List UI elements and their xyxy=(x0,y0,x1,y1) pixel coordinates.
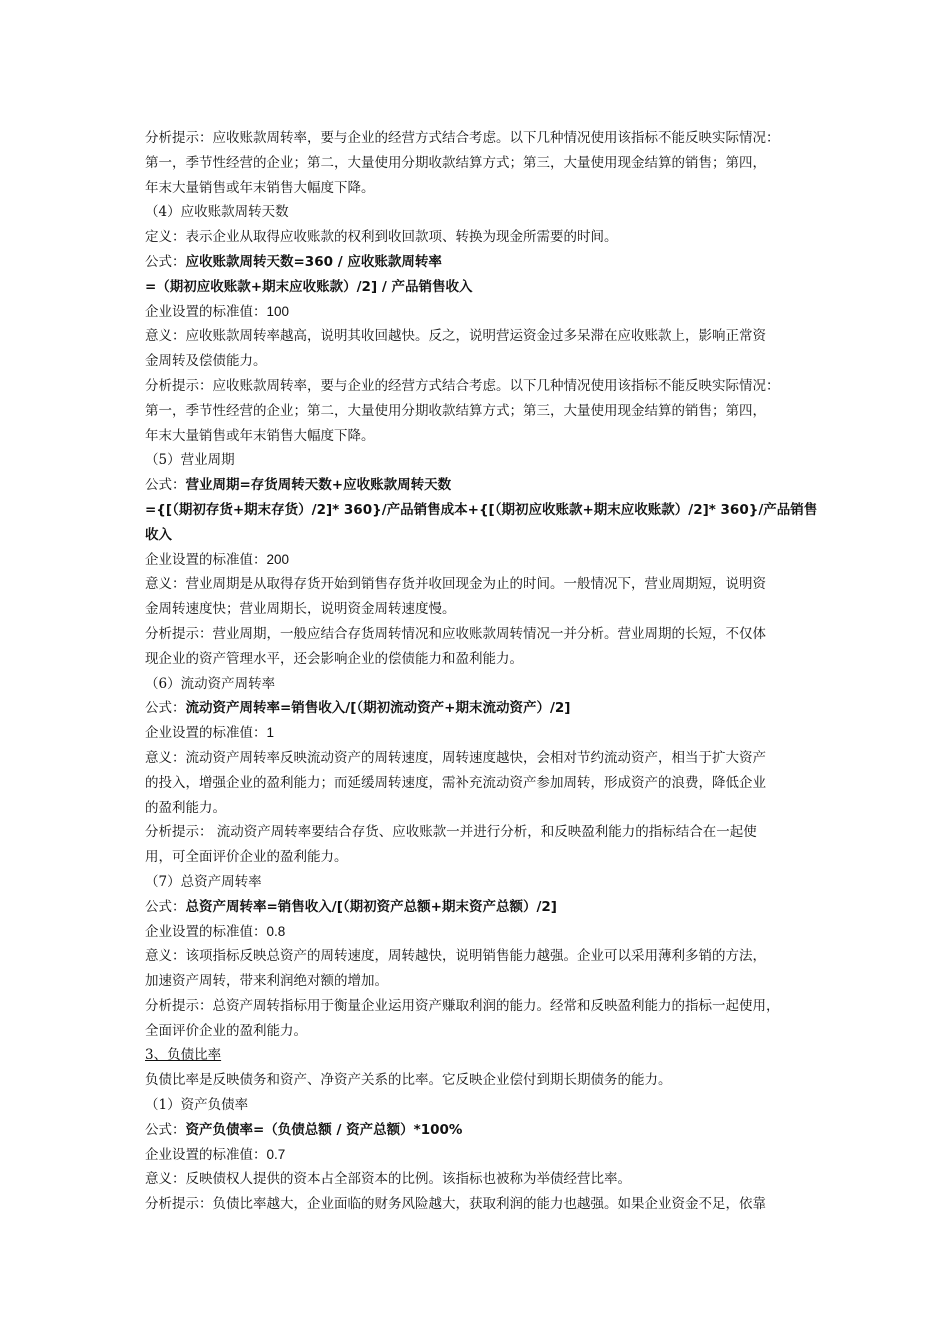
paragraph-line: 金周转速度快；营业周期长，说明资金周转速度慢。 xyxy=(145,601,456,618)
section-heading: 3、负债比率 xyxy=(145,1047,222,1064)
paragraph-line: 第一，季节性经营的企业；第二，大量使用分期收款结算方式；第三，大量使用现金结算的销售；第四， xyxy=(145,154,766,171)
standard-value-line xyxy=(145,300,828,325)
paragraph-line: 用，可全面评价企业的盈利能力。 xyxy=(145,849,348,866)
standard-value: 200 xyxy=(266,551,290,567)
standard-value: 0.8 xyxy=(266,923,286,939)
formula-label: 公式： xyxy=(145,700,186,717)
paragraph-line: 分析提示：负债比率越大，企业面临的财务风险越大，获取利润的能力也越强。如果企业资金不足，依靠 xyxy=(145,1196,766,1213)
formula-text: 流动资产周转率=销售收入/[（期初流动资产+期末流动资产）/2] xyxy=(185,700,571,717)
paragraph-line: 现企业的资产管理水平，还会影响企业的偿债能力和盈利能力。 xyxy=(145,650,523,667)
formula-text: 营业周期=存货周转天数+应收账款周转天数 xyxy=(185,477,452,494)
paragraph-line: 分析提示：总资产周转指标用于衡量企业运用资产赚取利润的能力。经常和反映盈利能力的指标一起使用， xyxy=(145,997,780,1014)
standard-value: 100 xyxy=(266,303,290,319)
formula-text: 应收账款周转天数=360 / 应收账款周转率 xyxy=(185,253,442,270)
formula-line xyxy=(145,1118,828,1143)
paragraph-line: 分析提示：应收账款周转率，要与企业的经营方式结合考虑。以下几种情况使用该指标不能反映实际情况： xyxy=(145,377,780,394)
paragraph-line: 分析提示： 流动资产周转率要结合存货、应收账款一并进行分析，和反映盈利能力的指标结合在一起使 xyxy=(145,824,757,841)
paragraph-line: 的投入，增强企业的盈利能力；而延缓周转速度，需补充流动资产参加周转，形成资产的浪费，降低企业 xyxy=(145,774,766,791)
paragraph-line: 分析提示：营业周期，一般应结合存货周转情况和应收账款周转情况一并分析。营业周期的长短，不仅体 xyxy=(145,625,766,642)
standard-value-label: 企业设置的标准值： xyxy=(145,725,267,742)
formula-text: 资产负债率=（负债总额 / 资产总额）*100% xyxy=(185,1121,463,1138)
formula-line xyxy=(145,696,828,721)
standard-value: 1 xyxy=(266,725,275,741)
formula-line xyxy=(145,523,828,548)
formula-line xyxy=(145,473,828,498)
standard-value: 0.7 xyxy=(266,1146,286,1162)
paragraph-line: （6）流动资产周转率 xyxy=(145,675,276,692)
formula-text: ={[（期初存货+期末存货）/2]* 360}/产品销售成本+{[（期初应收账款+期末应收账款）/2]* 360}/产品销售 xyxy=(145,501,818,518)
formula-text: 收入 xyxy=(145,526,172,543)
paragraph-line: 意义：该项指标反映总资产的周转速度，周转越快，说明销售能力越强。企业可以采用薄利多销的方法， xyxy=(145,948,766,965)
formula-line xyxy=(145,250,828,275)
formula-label: 公式： xyxy=(145,898,186,915)
paragraph-line: 定义：表示企业从取得应收账款的权利到收回款项、转换为现金所需要的时间。 xyxy=(145,229,618,246)
formula-line xyxy=(145,895,828,920)
standard-value-line xyxy=(145,548,828,573)
paragraph-line: 年末大量销售或年末销售大幅度下降。 xyxy=(145,427,375,444)
standard-value-label: 企业设置的标准值： xyxy=(145,923,267,940)
paragraph-line: 意义：营业周期是从取得存货开始到销售存货并收回现金为止的时间。一般情况下，营业周期短，说明资 xyxy=(145,576,766,593)
formula-line xyxy=(145,275,828,300)
paragraph-line: 第一，季节性经营的企业；第二，大量使用分期收款结算方式；第三，大量使用现金结算的销售；第四， xyxy=(145,402,766,419)
formula-label: 公式： xyxy=(145,1121,186,1138)
paragraph-line: 分析提示：应收账款周转率，要与企业的经营方式结合考虑。以下几种情况使用该指标不能反映实际情况： xyxy=(145,130,780,146)
paragraph-line: 意义：反映债权人提供的资本占全部资本的比例。该指标也被称为举债经营比率。 xyxy=(145,1171,631,1188)
paragraph-line: 金周转及偿债能力。 xyxy=(145,353,267,370)
paragraph-line: 的盈利能力。 xyxy=(145,799,226,816)
formula-label: 公式： xyxy=(145,477,186,494)
paragraph-line: （1）资产负债率 xyxy=(145,1097,249,1114)
paragraph-line: 全面评价企业的盈利能力。 xyxy=(145,1022,307,1039)
paragraph-line: 年末大量销售或年末销售大幅度下降。 xyxy=(145,179,375,196)
standard-value-label: 企业设置的标准值： xyxy=(145,1146,267,1163)
formula-text: =（期初应收账款+期末应收账款）/2] / 产品销售收入 xyxy=(145,278,473,295)
paragraph-line: 意义：应收账款周转率越高，说明其收回越快。反之，说明营运资金过多呆滞在应收账款上，影响正常资 xyxy=(145,328,766,345)
paragraph-line: 意义：流动资产周转率反映流动资产的周转速度，周转速度越快，会相对节约流动资产，相当于扩大资产 xyxy=(145,749,766,766)
paragraph-line: 负债比率是反映债务和资产、净资产关系的比率。它反映企业偿付到期长期债务的能力。 xyxy=(145,1072,672,1089)
formula-label: 公式： xyxy=(145,253,186,270)
paragraph-line: 加速资产周转，带来利润绝对额的增加。 xyxy=(145,973,388,990)
formula-line xyxy=(145,498,828,523)
paragraph-line: （7）总资产周转率 xyxy=(145,873,262,890)
paragraph-line: （4）应收账款周转天数 xyxy=(145,204,289,221)
standard-value-label: 企业设置的标准值： xyxy=(145,551,267,568)
document-body xyxy=(145,126,828,1217)
standard-value-line xyxy=(145,1143,828,1168)
standard-value-label: 企业设置的标准值： xyxy=(145,303,267,320)
paragraph-line: （5）营业周期 xyxy=(145,452,235,469)
formula-text: 总资产周转率=销售收入/[（期初资产总额+期末资产总额）/2] xyxy=(185,898,557,915)
section-heading-row xyxy=(145,1043,828,1068)
standard-value-line xyxy=(145,920,828,945)
standard-value-line xyxy=(145,721,828,746)
